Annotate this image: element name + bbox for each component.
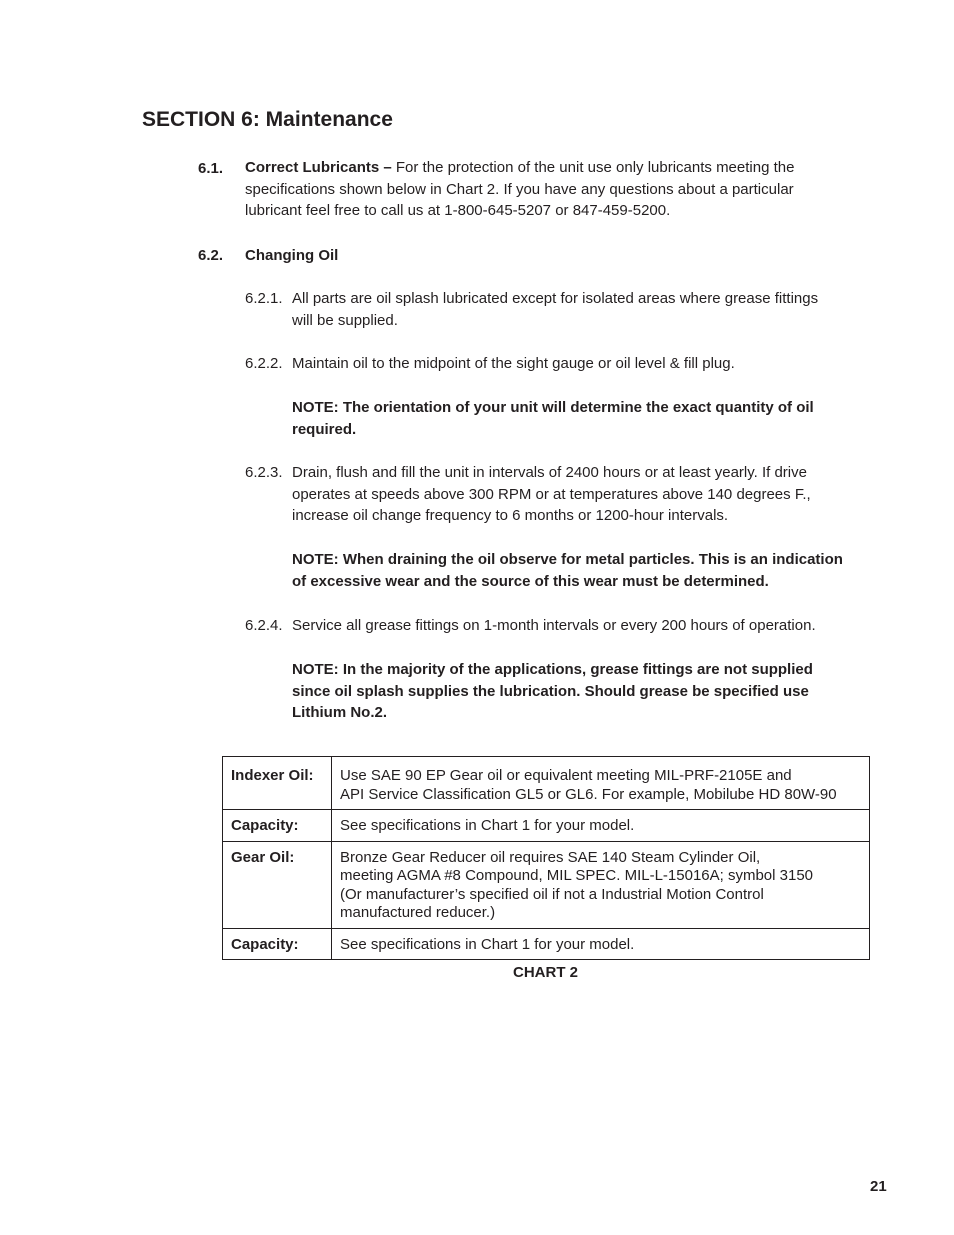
row-label: Capacity: (223, 928, 332, 960)
row-value (332, 757, 870, 810)
section-6-2-2-text (292, 353, 872, 375)
row-value-line: (Or manufacturer’s specified oil if not a Industrial Motion Control (340, 885, 764, 903)
row-label: Indexer Oil: (223, 757, 332, 810)
section-6-2-1-line: All parts are oil splash lubricated except for isolated areas where grease fittings (292, 290, 819, 307)
row-value-line: See specifications in Chart 1 for your model. (340, 817, 635, 834)
row-label: Gear Oil: (223, 841, 332, 928)
section-6-2-1-number: 6.2.1. (245, 290, 283, 307)
section-6-1-line: For the protection of the unit use only lubricants meeting the (391, 159, 795, 176)
section-6-2-3-number: 6.2.3. (245, 464, 283, 481)
note-grease-fittings (292, 659, 872, 724)
section-title: SECTION 6: Maintenance (142, 108, 393, 131)
section-6-2-3-line: increase oil change frequency to 6 months or 1200-hour intervals. (292, 507, 729, 524)
page-number: 21 (870, 1178, 887, 1195)
row-value (332, 841, 870, 928)
section-6-2-4-text (292, 615, 882, 637)
note-line: NOTE: When draining the oil observe for metal particles. This is an indication (292, 551, 843, 568)
note-line: Lithium No.2. (292, 704, 387, 721)
row-label: Capacity: (223, 810, 332, 842)
section-6-2-3-text (292, 462, 872, 527)
chart-caption: CHART 2 (513, 964, 579, 981)
section-6-2-number: 6.2. (198, 247, 224, 264)
note-line: of excessive wear and the source of this wear must be determined. (292, 572, 769, 590)
table-row (223, 757, 870, 810)
lubricant-table (222, 756, 870, 960)
note-orientation (292, 397, 872, 440)
section-6-2-4-line: Service all grease fittings on 1-month intervals or every 200 hours of operation. (292, 617, 816, 634)
section-6-2-1-line: will be supplied. (292, 311, 398, 329)
row-value-line: meeting AGMA #8 Compound, MIL SPEC. MIL-L-15016A; symbol 3150 (340, 867, 814, 884)
table-row (223, 841, 870, 928)
row-value (332, 810, 870, 842)
section-6-2-3-line: Drain, flush and fill the unit in intervals of 2400 hours or at least yearly. If drive (292, 464, 807, 481)
section-6-2-2-line: Maintain oil to the midpoint of the sight gauge or oil level & fill plug. (292, 355, 735, 372)
row-value-line: See specifications in Chart 1 for your model. (340, 935, 635, 953)
note-line: since oil splash supplies the lubrication. Should grease be specified use (292, 682, 809, 700)
note-line: required. (292, 420, 357, 438)
row-value-line: API Service Classification GL5 or GL6. For example, Mobilube HD 80W-90 (340, 785, 837, 803)
table-row (223, 928, 870, 960)
note-draining (292, 549, 892, 592)
section-6-1-number: 6.1. (198, 160, 224, 177)
section-6-1-heading: Correct Lubricants – (245, 159, 392, 176)
section-6-2-2-number: 6.2.2. (245, 355, 283, 372)
section-6-2-3-line: operates at speeds above 300 RPM or at temperatures above 140 degrees F., (292, 485, 811, 503)
note-line: NOTE: In the majority of the applications, grease fittings are not supplied (292, 661, 813, 678)
row-value-line: manufactured reducer.) (340, 904, 496, 921)
section-6-1-line: specifications shown below in Chart 2. If you have any questions about a particular (245, 180, 794, 198)
section-6-2-heading: Changing Oil (245, 247, 339, 264)
section-6-2-1-text (292, 288, 872, 331)
section-6-1-line: lubricant feel free to call us at 1-800-645-5207 or 847-459-5200. (245, 202, 671, 219)
table-row (223, 810, 870, 842)
row-value-line: Bronze Gear Reducer oil requires SAE 140 Steam Cylinder Oil, (340, 848, 761, 866)
note-line: NOTE: The orientation of your unit will determine the exact quantity of oil (292, 399, 814, 416)
section-6-1-paragraph (245, 157, 865, 222)
row-value (332, 928, 870, 960)
row-value-line: Use SAE 90 EP Gear oil or equivalent meeting MIL-PRF-2105E and (340, 767, 792, 784)
section-6-2-4-number: 6.2.4. (245, 617, 283, 634)
